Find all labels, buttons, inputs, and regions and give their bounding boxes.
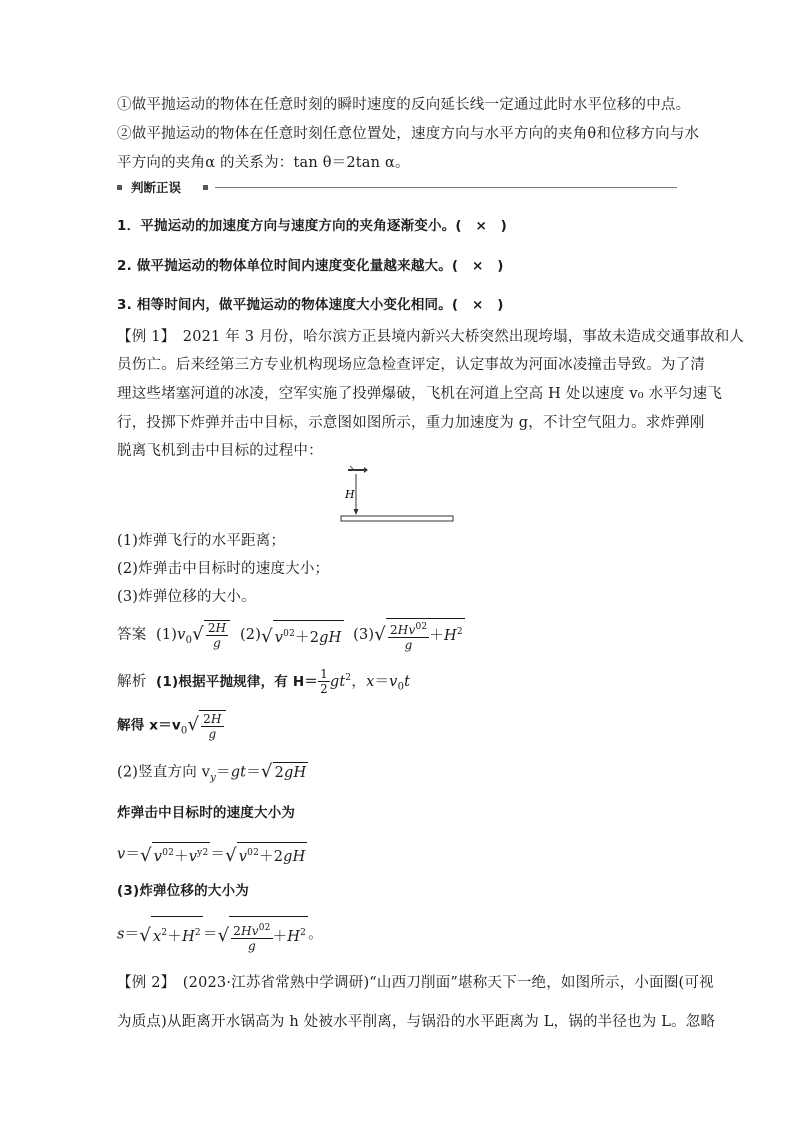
example2-line-2: 为质点)从距离开水锅高为 h 处被水平削离，与锅沿的水平距离为 L，锅的半径也为 L。忽略: [117, 1014, 716, 1030]
question-2: (2)炸弹击中目标时的速度大小；: [117, 561, 330, 577]
displacement-formula: s＝√ $x^2+H^2$ ＝√ $\frac{2Hv^{02}}{g}$ $+H^2$ 。: [117, 916, 323, 953]
judgement-2: 2. 做平抛运动的物体单位时间内速度变化量越来越大。( × ): [117, 258, 504, 274]
displacement-title: (3)炸弹位移的大小为: [117, 883, 249, 899]
analysis-label: 解析: [117, 673, 147, 690]
section-title: 判断正误: [131, 180, 182, 195]
text-line-3: 平方向的夹角α 的关系为：tan θ＝2tan α。: [117, 155, 410, 171]
answer-label: 答案: [117, 626, 147, 643]
analysis-line-2: 解得 $x=v_0√$ $\frac{2H}{g}$: [117, 710, 226, 746]
question-3: (3)炸弹位移的大小。: [117, 589, 256, 605]
height-label: H: [345, 488, 355, 501]
plane-icon: [348, 466, 368, 473]
answer-line: 答案 $(1)v_0√$ $\frac{2H}{g}$ (2)√ $v^{02}+2gH$ (3)√ $\frac{2Hv^{02}}{g}$ $+H^2$: [117, 618, 465, 654]
ground-bar: [341, 516, 453, 521]
section-marker-right: [203, 185, 208, 190]
bomb-diagram: [338, 462, 458, 526]
example1-line-4: 行，投掷下炸弹并击中目标，示意图如图所示，重力加速度为 g，不计空气阻力。求炸弹刚: [117, 415, 705, 431]
judgement-1: 1．平抛运动的加速度方向与速度方向的夹角逐渐变小。( × ): [117, 218, 508, 234]
example1-line-1: 【例 1】 2021 年 3 月份，哈尔滨方正县境内新兴大桥突然出现垮塌，事故未造成交通事故和人: [117, 329, 745, 345]
judgement-3: 3. 相等时间内，做平抛运动的物体速度大小变化相同。( × ): [117, 297, 504, 313]
question-1: (1)炸弹飞行的水平距离；: [117, 533, 286, 549]
bomb-diagram-svg: [338, 462, 458, 526]
section-header: [117, 178, 677, 198]
analysis-line-3: (2)竖直方向 $v_y=gt=√$ 2gH: [117, 761, 307, 784]
analysis-text-1: (1)根据平抛规律，有 H＝: [156, 673, 319, 690]
text-line-2: ②做平抛运动的物体在任意时刻任意位置处，速度方向与水平方向的夹角θ和位移方向与水: [117, 126, 700, 142]
speed-formula: v＝√ $v^{02}+v^{y2}$ ＝√ $v^{02}+2gH$: [117, 842, 307, 867]
analysis-text-3: (2)竖直方向 v: [117, 764, 211, 781]
text-line-1: ①做平抛运动的物体在任意时刻的瞬时速度的反向延长线一定通过此时水平位移的中点。: [117, 97, 691, 113]
analysis-text-2: 解得 x＝v: [117, 717, 181, 734]
example1-line-3: 理这些堵塞河道的冰凌，空军实施了投弹爆破，飞机在河道上空高 H 处以速度 v₀ 水平匀速飞: [117, 386, 723, 402]
analysis-line-1: 解析 (1)根据平抛规律，有 H＝ $\frac{1}{2}$ $gt^2$，$x=v_0t$: [117, 667, 411, 697]
speed-title: 炸弹击中目标时的速度大小为: [117, 805, 296, 821]
example1-line-2: 员伤亡。后来经第三方专业机构现场应急检查评定，认定事故为河面冰凌撞击导致。为了清: [117, 357, 705, 373]
example1-line-5: 脱离飞机到击中目标的过程中：: [117, 443, 323, 459]
example2-line-1: 【例 2】 (2023·江苏省常熟中学调研)“山西刀削面”堪称天下一绝，如图所示，小面圈(可视: [117, 975, 714, 991]
section-marker-left: [117, 185, 122, 190]
section-rule: [215, 187, 677, 188]
